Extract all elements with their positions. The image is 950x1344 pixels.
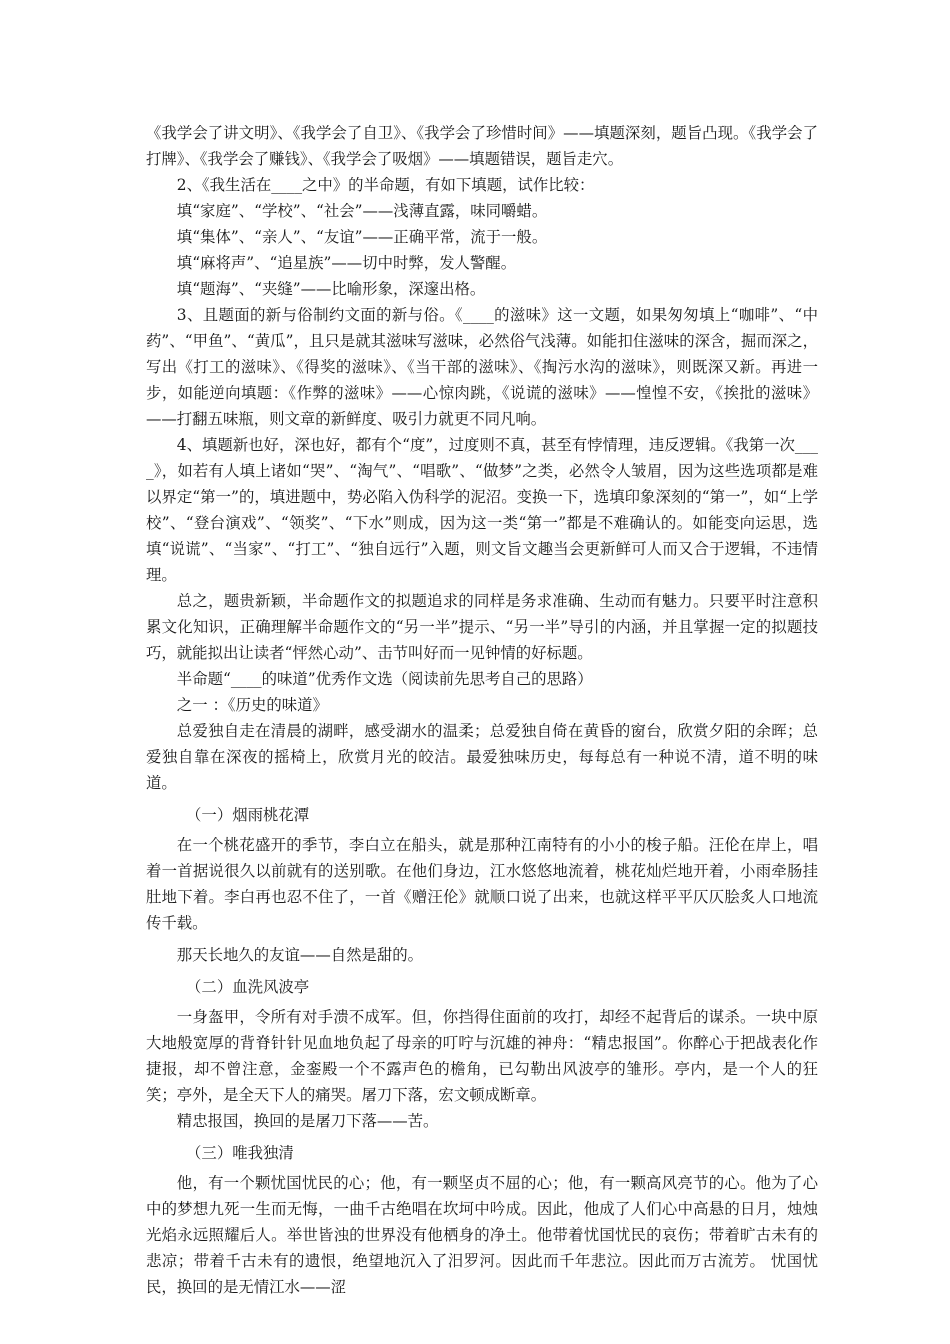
paragraph-point-2: 2、《我生活在____之中》的半命题，有如下填题，试作比较： bbox=[176, 176, 595, 194]
paragraph-section-3-body: 他，有一个颗忧国忧民的心；他，有一颗坚贞不屈的心；他，有一颗高风亮节的心。他为了心中的梦想九死一生而无悔，一曲千古绝唱在坎坷中吟成。因此，他成了人们心中高悬的日月，烛烛光焰永远照耀后人。举世皆浊的世界没有他栖身的净土。他带着忧国忧民的哀伤；带着旷古未有的悲凉；带着千古未有的遗恨，绝望地沉入了汨罗河。因此而千年悲泣。因此而万古流芳。 忧国忧民，换回的是无情江水——涩 bbox=[146, 1174, 818, 1296]
paragraph-section-1-body: 在一个桃花盛开的季节，李白立在船头，就是那种江南特有的小小的梭子船。汪伦在岸上，唱着一首据说很久以前就有的送别歌。在他们身边，江水悠悠地流着，桃花灿烂地开着，小雨牵肠挂肚地下着。李白再也忍不住了，一首《赠汪伦》就顺口说了出来，也就这样平平仄仄脍炙人口地流传千载。 bbox=[146, 836, 818, 932]
paragraph-section-2-conclusion: 精忠报国，换回的是屠刀下落——苦。 bbox=[176, 1112, 439, 1130]
document-body bbox=[146, 120, 818, 1300]
paragraph-intro-examples: 《我学会了讲文明》、《我学会了自卫》、《我学会了珍惜时间》——填题深刻，题旨凸现。《我学会了打牌》、《我学会了赚钱》、《我学会了吸烟》——填题错误，题旨走穴。 bbox=[146, 124, 818, 168]
paragraph-fill-mahjong: 填“麻将声”、“追星族”——切中时弊，发人警醒。 bbox=[176, 254, 517, 272]
paragraph-fill-family: 填“家庭”、“学校”、“社会”——浅薄直露，味同嚼蜡。 bbox=[176, 202, 548, 220]
paragraph-essay-intro: 总爱独自走在清晨的湖畔，感受湖水的温柔；总爱独自倚在黄昏的窗台，欣赏夕阳的余晖；总爱独自靠在深夜的摇椅上，欣赏月光的皎洁。最爱独味历史，每每总有一种说不清，道不明的味道。 bbox=[146, 722, 818, 792]
section-heading-2: （二）血洗风波亭 bbox=[186, 978, 310, 996]
paragraph-point-4: 4、填题新也好，深也好，都有个“度”，过度则不真，甚至有悖情理，违反逻辑。《我第一次____》，如若有人填上诸如“哭”、“淘气”、“唱歌”、“做梦”之类，必然令人皱眉，因为这些选项都是难以界定“第一”的，填进题中，势必陷入伪科学的泥沼。变换一下，选填印象深刻的“第一”，如“上学校”、“登台演戏”、“领奖”、“下水”则成，因为这一类“第一”都是不难确认的。如能变向运思，选填“说谎”、“当家”、“打工”、“独自远行”入题，则文旨文趣当会更新鲜可人而又合于逻辑，不违情理。 bbox=[146, 436, 818, 584]
paragraph-fill-question-sea: 填“题海”、“夹缝”——比喻形象，深邃出格。 bbox=[176, 280, 486, 298]
paragraph-section-1-conclusion: 那天长地久的友谊——自然是甜的。 bbox=[176, 946, 424, 964]
paragraph-summary: 总之，题贵新颖，半命题作文的拟题追求的同样是务求准确、生动而有魅力。只要平时注意积累文化知识，正确理解半命题作文的“另一半”提示、“另一半”导引的内涵，并且掌握一定的拟题技巧，就能拟出让读者“怦然心动”、击节叫好而一见钟情的好标题。 bbox=[146, 592, 818, 662]
paragraph-point-3: 3、且题面的新与俗制约文面的新与俗。《____的滋味》这一文题，如果匆匆填上“咖啡”、“中药”、“甲鱼”、“黄瓜”，且只是就其滋味写滋味，必然俗气浅薄。如能扣住滋味的深含，掘而深之，写出《打工的滋味》、《得奖的滋味》、《当干部的滋味》、《掏污水沟的滋味》，则既深又新。再进一步，如能逆向填题：《作弊的滋味》——心惊肉跳，《说谎的滋味》——惶惶不安，《挨批的滋味》——打翻五味瓶，则文章的新鲜度、吸引力就更不同凡响。 bbox=[146, 306, 818, 428]
paragraph-fill-collective: 填“集体”、“亲人”、“友谊”——正确平常，流于一般。 bbox=[176, 228, 548, 246]
paragraph-essay-selection-title: 半命题“____的味道”优秀作文选（阅读前先思考自己的思路） bbox=[176, 670, 593, 688]
section-heading-1: （一）烟雨桃花潭 bbox=[186, 806, 310, 824]
paragraph-essay-one-title: 之一 ：《历史的味道》 bbox=[176, 696, 328, 714]
paragraph-section-2-body: 一身盔甲，令所有对手溃不成军。但，你挡得住面前的攻打，却经不起背后的谋杀。一块中原大地般宽厚的背脊针针见血地负起了母亲的叮咛与沉雄的神舟：“精忠报国”。你醉心于把战表化作捷报，却不曾注意，金銮殿一个不露声色的檐角，已勾勒出风波亭的雏形。亭内，是一个人的狂笑；亭外，是全天下人的痛哭。屠刀下落，宏文顿成断章。 bbox=[146, 1008, 818, 1104]
section-heading-3: （三）唯我独清 bbox=[186, 1144, 294, 1162]
